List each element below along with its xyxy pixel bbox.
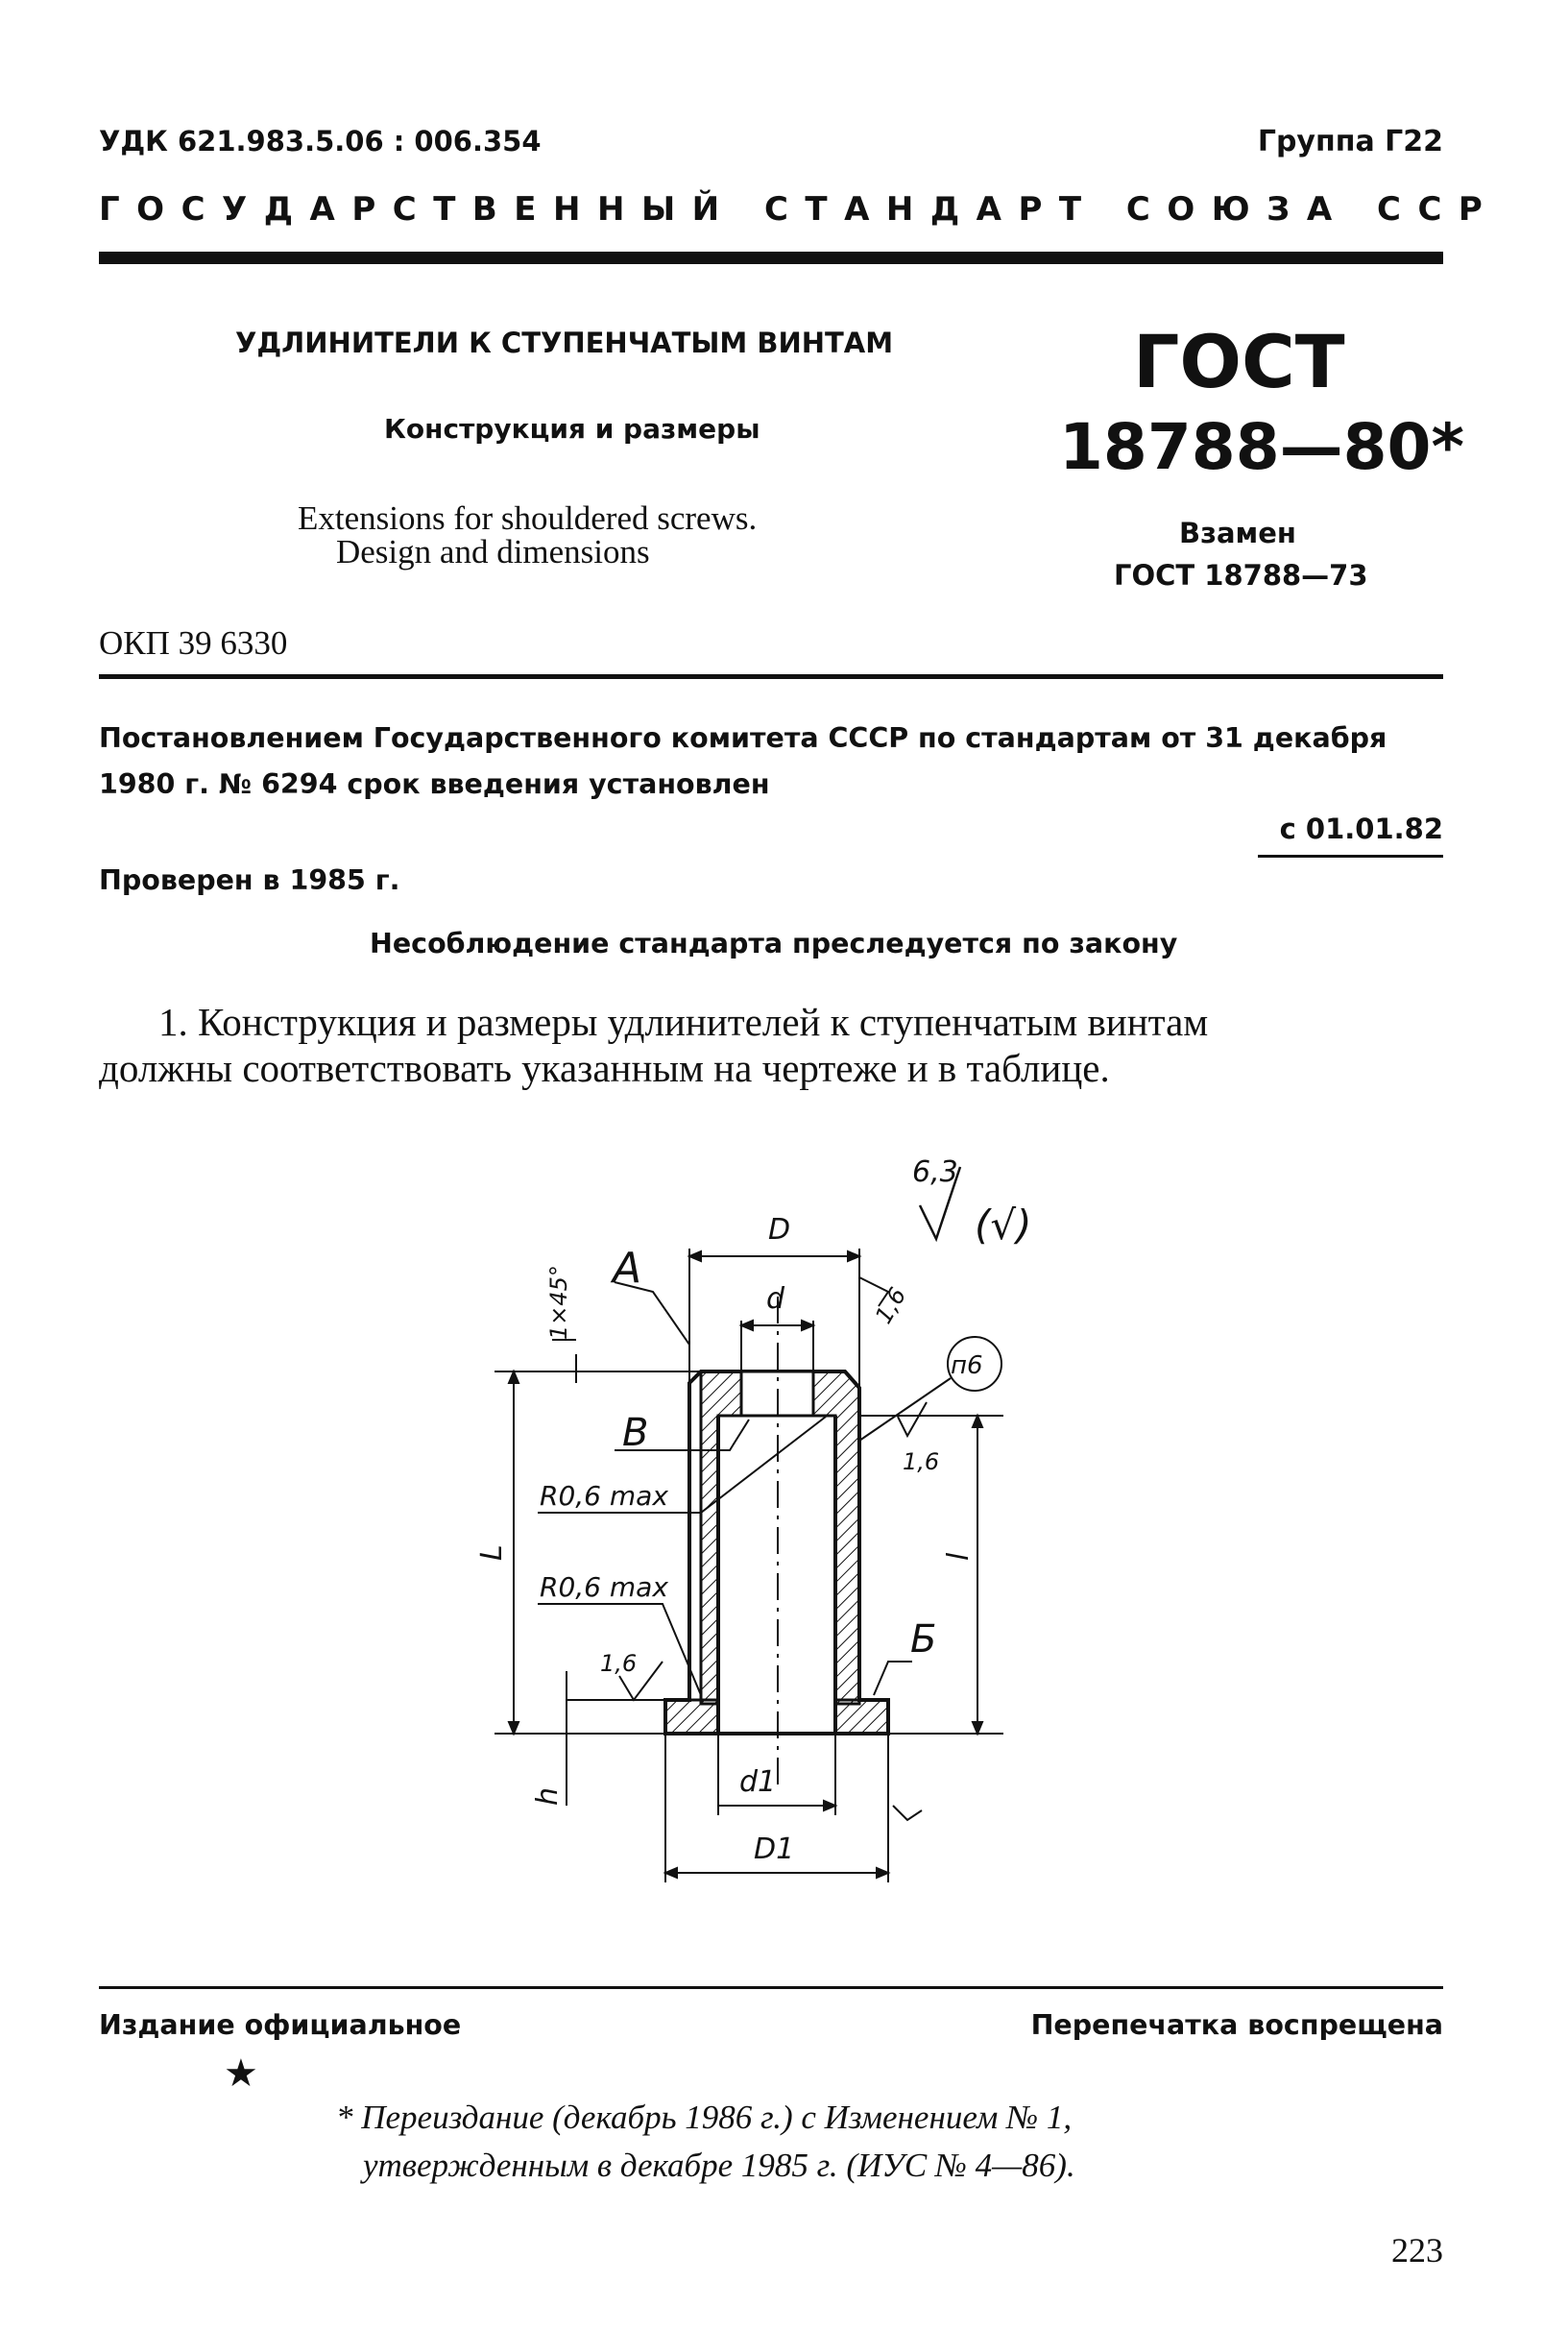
label-L: L [475,1544,509,1561]
svg-text:6,3: 6,3 [912,1155,958,1189]
okp-code: ОКП 39 6330 [99,624,288,662]
label-rough-left: 1,6 [600,1650,638,1677]
subtitle-ru: Конструкция и размеры [384,413,760,445]
label-d: d [766,1282,785,1316]
clause-1-line2: должны соответствовать указанным на чертеже и в таблице. [99,1046,1110,1090]
reissue-note-line1: * Переиздание (декабрь 1986 г.) с Изменением № 1, [336,2099,1073,2136]
star-icon: ★ [224,2051,258,2096]
label-A: A [613,1244,642,1293]
title-en-line1: Extensions for shouldered screws. [298,499,758,537]
replaces-value: ГОСТ 18788—73 [1114,559,1368,592]
label-rough-top: 1,6 [869,1282,912,1328]
reissue-note-line2: утвержденным в декабре 1985 г. (ИУС № 4—86). [363,2147,1075,2184]
roughness-symbol [912,1155,1032,1249]
label-rough-right: 1,6 [903,1448,940,1475]
title-en-line2: Design and dimensions [336,533,650,570]
replaces-label: Взамен [1179,517,1296,549]
label-Б: Б [910,1617,937,1662]
standard-banner: ГОСУДАРСТВЕННЫЙ СТАНДАРТ СОЮЗА ССР [99,190,1500,229]
legal-notice: Несоблюдение стандарта преследуется по закону [370,928,1178,959]
official-edition: Издание официальное [99,2009,462,2041]
label-chamfer: 1×45° [545,1265,572,1340]
label-D1: D1 [754,1832,795,1866]
part-section [665,1297,888,1786]
label-section: п6 [951,1351,983,1380]
label-R-lower: R0,6 max [540,1571,668,1603]
label-D: D [768,1213,791,1247]
label-d1: d1 [739,1765,777,1799]
gost-label: ГОСТ [1133,319,1345,404]
decree-line2: 1980 г. № 6294 срок введения установлен [99,768,770,800]
label-l: l [942,1552,976,1561]
label-R-upper: R0,6 max [540,1480,668,1512]
clause-1-line1: 1. Конструкция и размеры удлинителей к ступенчатым винтам [158,1000,1209,1044]
checked-year: Проверен в 1985 г. [99,864,400,896]
label-h: h [531,1786,565,1806]
effective-date: с 01.01.82 [1279,813,1443,845]
label-B: B [622,1411,649,1455]
page-number: 223 [1391,2231,1443,2269]
group-code: Группа Г22 [1257,125,1443,158]
svg-text:(√): (√) [975,1201,1032,1249]
gost-number: 18788—80* [1059,410,1464,484]
title-ru: УДЛИНИТЕЛИ К СТУПЕНЧАТЫМ ВИНТАМ [235,327,894,359]
decree-line1: Постановлением Государственного комитета СССР по стандартам от 31 декабря [99,722,1387,754]
footer-rule [99,1986,1443,1989]
udk-code: УДК 621.983.5.06 : 006.354 [99,125,542,158]
reprint-notice: Перепечатка воспрещена [1030,2009,1443,2041]
